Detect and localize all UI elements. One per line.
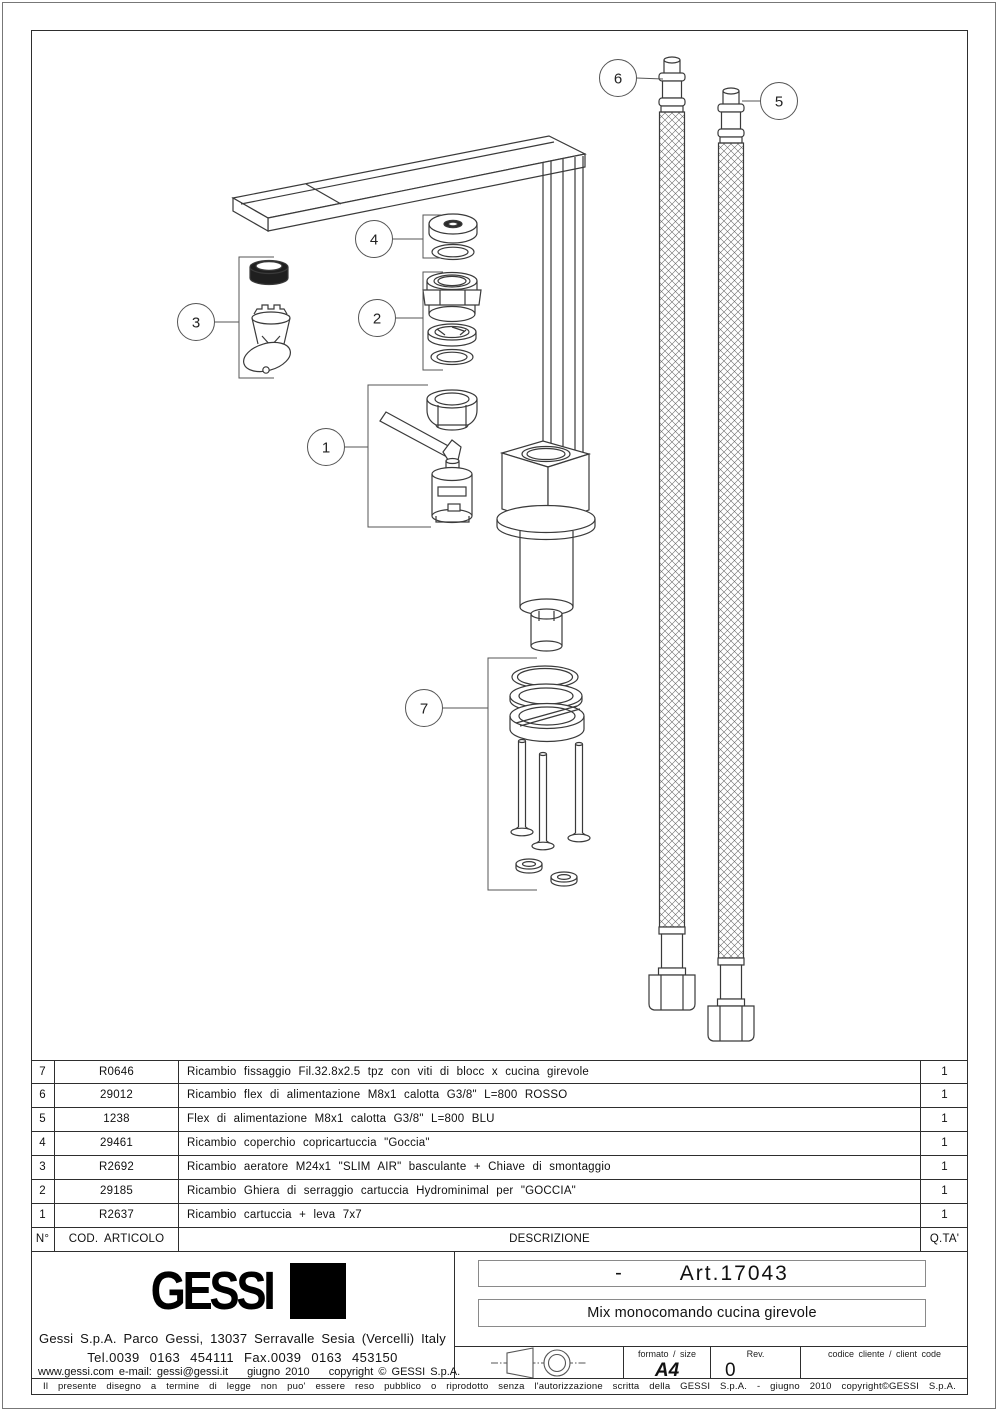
logo-text: GESSI (150, 1261, 273, 1321)
cell-num: 2 (31, 1180, 55, 1203)
legal-disclaimer: Il presente disegno a termine di legge non puo' essere reso pubblico o riprodotto senza l'autorizzazione scritta della GESSI S.p.A. - giugno 2010 copyright©GESSI S.p.A. (31, 1378, 968, 1395)
parts-table-header (31, 1228, 968, 1252)
projection-symbol-cell (455, 1347, 623, 1378)
company-panel (31, 1252, 461, 1378)
product-description-box: Mix monocomando cucina girevole (478, 1299, 926, 1327)
hose-rosso (649, 57, 695, 1010)
callout-label: 3 (191, 314, 201, 332)
revision-value: 0 (725, 1360, 736, 1381)
table-row (31, 1084, 968, 1108)
cell-code: R2637 (55, 1204, 179, 1227)
header-code: COD. ARTICOLO (55, 1228, 179, 1251)
cell-qty: 1 (941, 1209, 948, 1221)
header-qty: Q.TA' (929, 1233, 960, 1245)
part-fissaggio (510, 666, 590, 886)
format-row (455, 1346, 968, 1381)
callout-label: 4 (369, 231, 379, 249)
table-row (31, 1108, 968, 1132)
cell-desc: Ricambio flex di alimentazione M8x1 calotta G3/8" L=800 ROSSO (179, 1084, 921, 1107)
callout-ghiera (359, 272, 444, 370)
header-desc: DESCRIZIONE (179, 1228, 921, 1251)
table-row (31, 1060, 968, 1084)
part-coperchio (429, 214, 477, 260)
article-number: Art.17043 (679, 1261, 789, 1285)
cell-num: 5 (31, 1108, 55, 1131)
cell-qty: 1 (941, 1089, 948, 1101)
cell-num: 6 (31, 1084, 55, 1107)
header-num: N° (31, 1228, 55, 1251)
client-code-cell (800, 1347, 968, 1378)
callout-cartuccia (308, 385, 432, 527)
cell-qty: 1 (941, 1113, 948, 1125)
cell-qty: 1 (941, 1161, 948, 1173)
part-aeratore (240, 261, 294, 377)
company-phone: Tel.0039 0163 454111 Fax.0039 0163 453150 (87, 1350, 398, 1365)
copyright-note: copyright © GESSI S.p.A. (328, 1366, 461, 1378)
cell-desc: Ricambio Ghiera di serraggio cartuccia Hydrominimal per "GOCCIA" (179, 1180, 921, 1203)
callout-label: 6 (613, 70, 623, 88)
cell-code: R2692 (55, 1156, 179, 1179)
cell-qty: 1 (941, 1066, 948, 1078)
parts-table (31, 1060, 968, 1252)
callout-label: 2 (372, 310, 382, 328)
cell-num: 4 (31, 1132, 55, 1155)
cell-desc: Ricambio fissaggio Fil.32.8x2.5 tpz con viti di blocc x cucina girevole (179, 1061, 921, 1083)
logo-square-mark (290, 1263, 346, 1319)
title-block (31, 1252, 968, 1381)
cell-code: 29461 (55, 1132, 179, 1155)
callout-flex-rosso (600, 60, 664, 97)
cell-desc: Ricambio aeratore M24x1 "SLIM AIR" basculante + Chiave di smontaggio (179, 1156, 921, 1179)
table-row (31, 1180, 968, 1204)
company-web-line (31, 1366, 461, 1378)
format-label: formato / size (637, 1349, 697, 1359)
cell-num: 3 (31, 1156, 55, 1179)
hose-blu (708, 88, 754, 1041)
company-address: Gessi S.p.A. Parco Gessi, 13037 Serravalle Sesia (Vercelli) Italy (39, 1331, 446, 1346)
callout-coperchio (356, 215, 442, 258)
revision-cell (710, 1347, 800, 1381)
format-cell (623, 1347, 710, 1381)
callout-label: 5 (774, 93, 784, 111)
cell-desc: Flex di alimentazione M8x1 calotta G3/8" L=800 BLU (179, 1108, 921, 1131)
revision-label: Rev. (746, 1349, 765, 1359)
cell-code: 1238 (55, 1108, 179, 1131)
table-row (31, 1156, 968, 1180)
format-value: A4 (654, 1360, 680, 1381)
part-ghiera (423, 273, 481, 365)
drawing-info-panel (455, 1252, 968, 1381)
cell-desc: Ricambio coperchio copricartuccia "Goccia" (179, 1132, 921, 1155)
cell-num: 7 (31, 1061, 55, 1083)
cell-qty: 1 (941, 1185, 948, 1197)
table-row (31, 1204, 968, 1228)
gessi-logo (31, 1260, 454, 1322)
cell-code: 29185 (55, 1180, 179, 1203)
callout-label: 7 (419, 700, 429, 718)
callout-label: 1 (321, 439, 331, 457)
first-angle-projection-icon (487, 1346, 591, 1379)
cell-num: 1 (31, 1204, 55, 1227)
client-code-label: codice cliente / client code (827, 1349, 942, 1359)
part-cartuccia (380, 390, 477, 523)
company-website: www.gessi.com e-mail: gessi@gessi.it (38, 1366, 228, 1378)
cell-code: 29012 (55, 1084, 179, 1107)
callout-flex-blu (742, 83, 798, 120)
faucet-body (233, 136, 595, 651)
cell-desc: Ricambio cartuccia + leva 7x7 (179, 1204, 921, 1227)
drawing-date: giugno 2010 (247, 1366, 310, 1378)
cell-code: R0646 (55, 1061, 179, 1083)
article-number-box (478, 1260, 926, 1287)
cell-qty: 1 (941, 1137, 948, 1149)
table-row (31, 1132, 968, 1156)
article-dash: - (615, 1262, 622, 1284)
